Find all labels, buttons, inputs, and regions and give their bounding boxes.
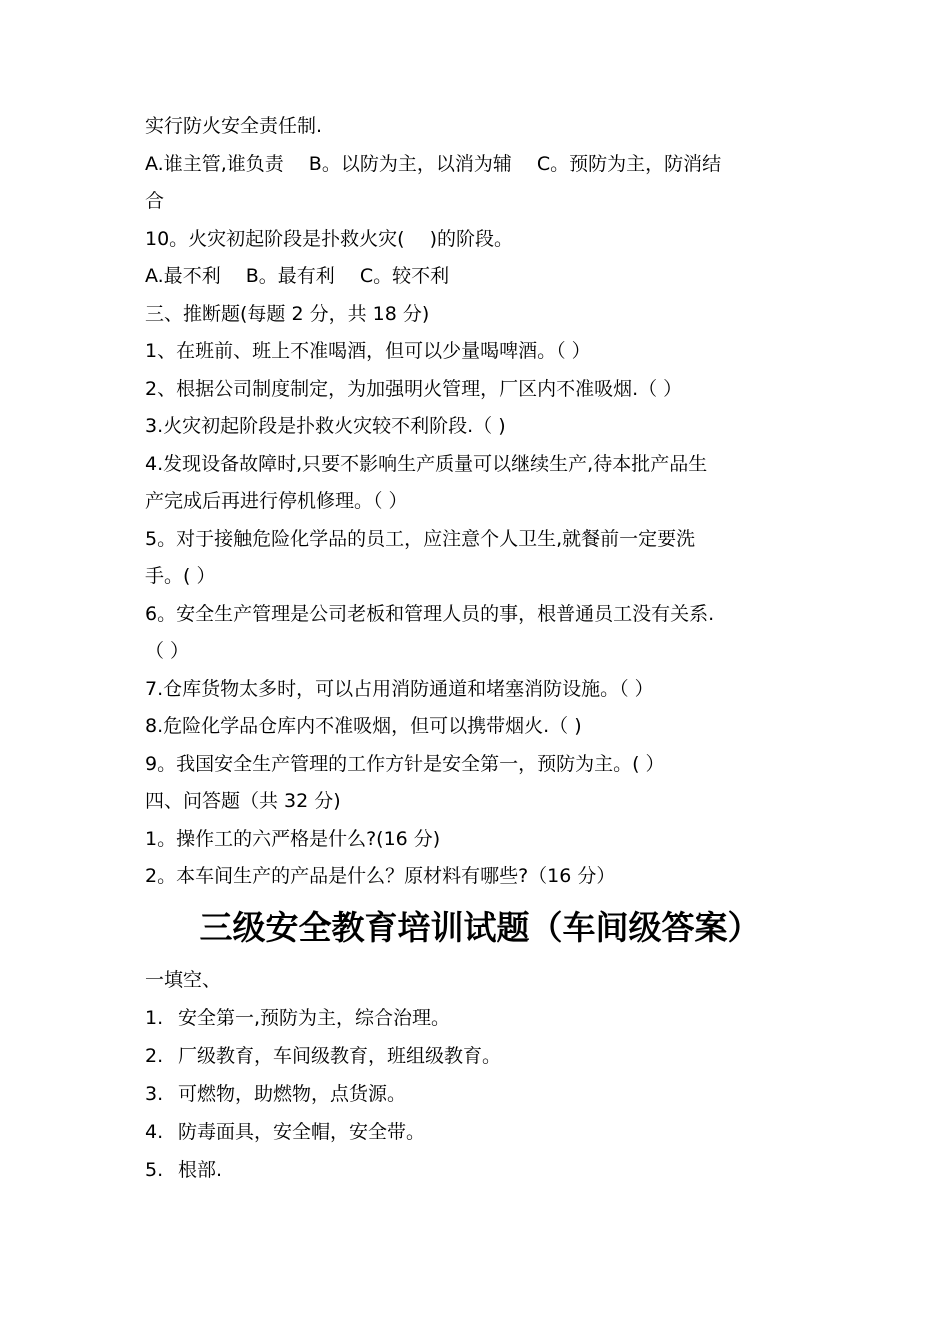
answer-section-heading: 一填空、: [145, 968, 222, 991]
text-line: 2。本车间生产的产品是什么？原材料有哪些?（16 分）: [145, 865, 616, 887]
answer-text: 可燃物，助燃物，点货源。: [178, 1083, 407, 1105]
text-line: A.谁主管,谁负责 B。以防为主，以消为辅 C。预防为主，防消结: [145, 152, 722, 175]
text-line: 9。我国安全生产管理的工作方针是安全第一，预防为主。( ）: [145, 752, 665, 775]
text-line: 5。对于接触危险化学品的员工，应注意个人卫生,就餐前一定要洗: [145, 527, 696, 550]
answer-item: [145, 1037, 815, 1075]
question-section: [145, 108, 815, 896]
text-line: 8.危险化学品仓库内不准吸烟，但可以携带烟火.（ ): [145, 715, 582, 737]
answer-number: 1.: [145, 1007, 164, 1029]
answer-text: 安全第一,预防为主，综合治理。: [178, 1007, 451, 1029]
answer-text: 防毒面具，安全帽，安全带。: [178, 1121, 426, 1143]
section-heading: 四、问答题（共 32 分): [145, 790, 341, 812]
answer-number: 5.: [145, 1159, 164, 1181]
text-line: 10。火灾初起阶段是扑救火灾( )的阶段。: [145, 227, 514, 250]
text-line: 2、根据公司制度制定，为加强明火管理，厂区内不准吸烟.（ ）: [145, 377, 683, 400]
text-line: 6。安全生产管理是公司老板和管理人员的事，根普通员工没有关系.: [145, 602, 715, 625]
answer-text: 厂级教育，车间级教育，班组级教育。: [178, 1045, 502, 1067]
text-line: A.最不利 B。最有利 C。较不利: [145, 265, 450, 287]
answer-number: 4.: [145, 1121, 164, 1143]
text-line: 7.仓库货物太多时，可以占用消防通道和堵塞消防设施。（ ）: [145, 677, 654, 700]
document-page: [145, 108, 815, 1189]
answer-item: [145, 999, 815, 1037]
text-line: 1、在班前、班上不准喝酒，但可以少量喝啤酒。（ ）: [145, 340, 591, 362]
text-line: 3.火灾初起阶段是扑救火灾较不利阶段.（ ): [145, 415, 506, 437]
answer-section: [145, 962, 815, 1190]
text-line: （ ）: [145, 640, 190, 662]
answer-number: 2.: [145, 1045, 164, 1067]
text-line: 产完成后再进行停机修理。（ ）: [145, 490, 408, 512]
answer-item: [145, 1151, 815, 1189]
answer-title: 三级安全教育培训试题（车间级答案）: [199, 907, 761, 947]
text-line: 合: [145, 190, 165, 212]
section-heading: 三、推断题(每题 2 分，共 18 分): [145, 302, 430, 325]
answer-item: [145, 1113, 815, 1151]
answer-item: [145, 1075, 815, 1113]
text-line: 实行防火安全责任制.: [145, 115, 323, 137]
text-line: 1。操作工的六严格是什么?(16 分): [145, 827, 441, 850]
answer-number: 3.: [145, 1083, 164, 1105]
text-line: 4.发现设备故障时,只要不影响生产质量可以继续生产,待本批产品生: [145, 452, 708, 475]
text-line: 手。( ）: [145, 565, 216, 587]
answer-text: 根部.: [178, 1159, 223, 1181]
